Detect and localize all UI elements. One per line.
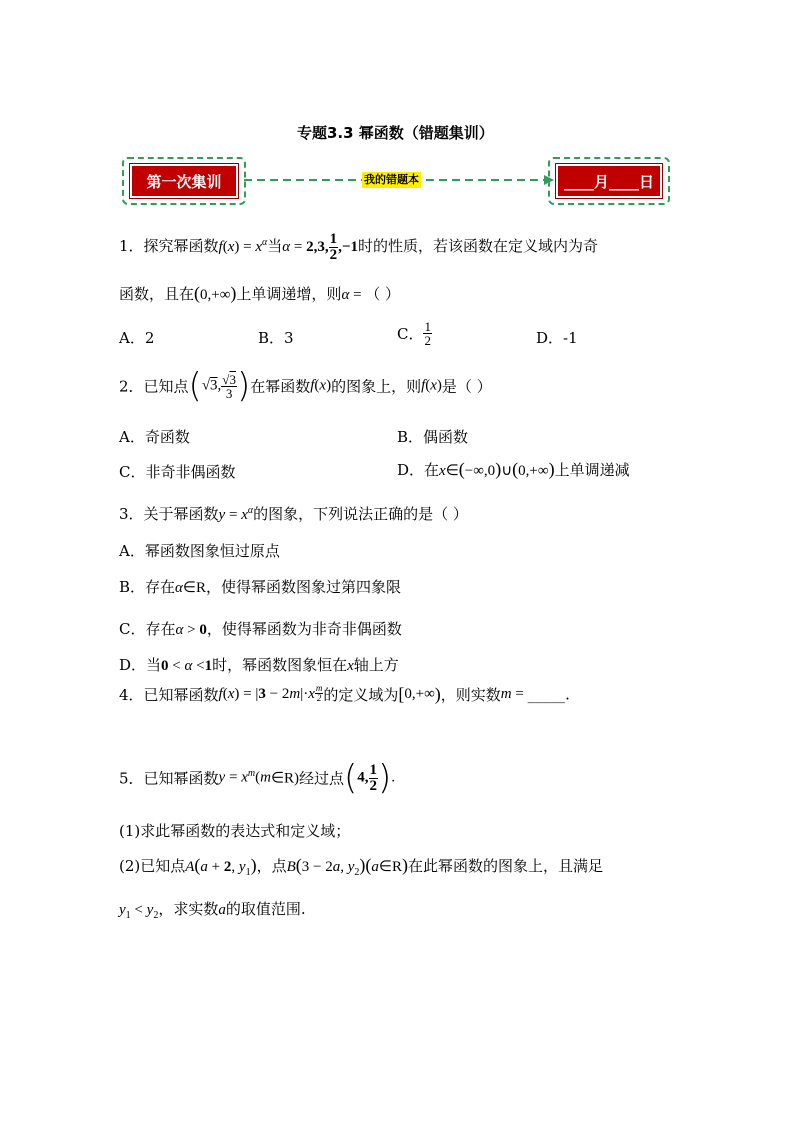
q5-subquestion-1: (1)求此幂函数的表达式和定义域； <box>119 822 351 840</box>
q1-option-b: B．3 <box>258 329 294 347</box>
q2-option-d: D．在x∈(−∞,0)∪(0,+∞)上单调递减 <box>397 459 630 479</box>
banner-middle-badge: 我的错题本 <box>364 173 419 186</box>
banner-left-label: 第一次集训 <box>130 164 238 198</box>
question-5-stem: 5．已知幂函数$y = x^m(m\in R)$经过点(4, $\frac{1}{2}$ ). <box>119 758 396 798</box>
q1-option-a: A．2 <box>119 329 155 347</box>
q5-subquestion-2-line-1: (2)已知点A(a + 2, $y_1$)，点B(3 − 2a, $y_2)(a\in R)$在此幂函数的图象上，且满足 <box>119 855 603 878</box>
question-2-stem: 2．已知点(√3, $\frac{√3}{3}$ )在幂函数f(x)的图象上，则f(x)是（ ） <box>119 366 492 406</box>
q2-option-a: A．奇函数 <box>119 428 190 446</box>
question-3-stem: 3．关于幂函数$y = x^\alpha$的图象，下列说法正确的是（ ） <box>119 505 468 523</box>
question-1-line-1: 1．探究幂函数$f(x) = x^\alpha$当α = 2,3, $\frac{1}{2}$ ,−1时的性质，若该函数在定义域内为奇 <box>119 230 598 263</box>
banner-right-label: ____月____日 <box>556 164 662 198</box>
q1-option-c: C． $\frac{1}{2}$ <box>397 319 431 348</box>
q3-option-b: B．存在α∈R，使得幂函数图象过第四象限 <box>119 578 401 596</box>
question-1-line-2: 函数，且在(0,+∞)上单调递增，则α = （ ） <box>119 283 401 303</box>
page-title: 专题3.3 幂函数（错题集训） <box>297 124 494 142</box>
q2-option-b: B．偶函数 <box>397 428 469 446</box>
question-4-stem: 4．已知幂函数f(x) = |3 − 2m|·x $\frac{m}{2}$ 的定义域为[0,+∞)，则实数m = _____. <box>119 683 570 704</box>
q5-subquestion-2-line-2: $y_1 < y_2$，求实数a的取值范围. <box>119 900 306 921</box>
q3-option-a: A．幂函数图象恒过原点 <box>119 542 280 560</box>
q3-option-d: D．当0 < α <1时，幂函数图象恒在x轴上方 <box>119 656 399 674</box>
q3-option-c: C．存在α > 0，使得幂函数为非奇非偶函数 <box>119 620 402 638</box>
q1-option-d: D．-1 <box>536 329 578 347</box>
q2-option-c: C．非奇非偶函数 <box>119 463 236 481</box>
